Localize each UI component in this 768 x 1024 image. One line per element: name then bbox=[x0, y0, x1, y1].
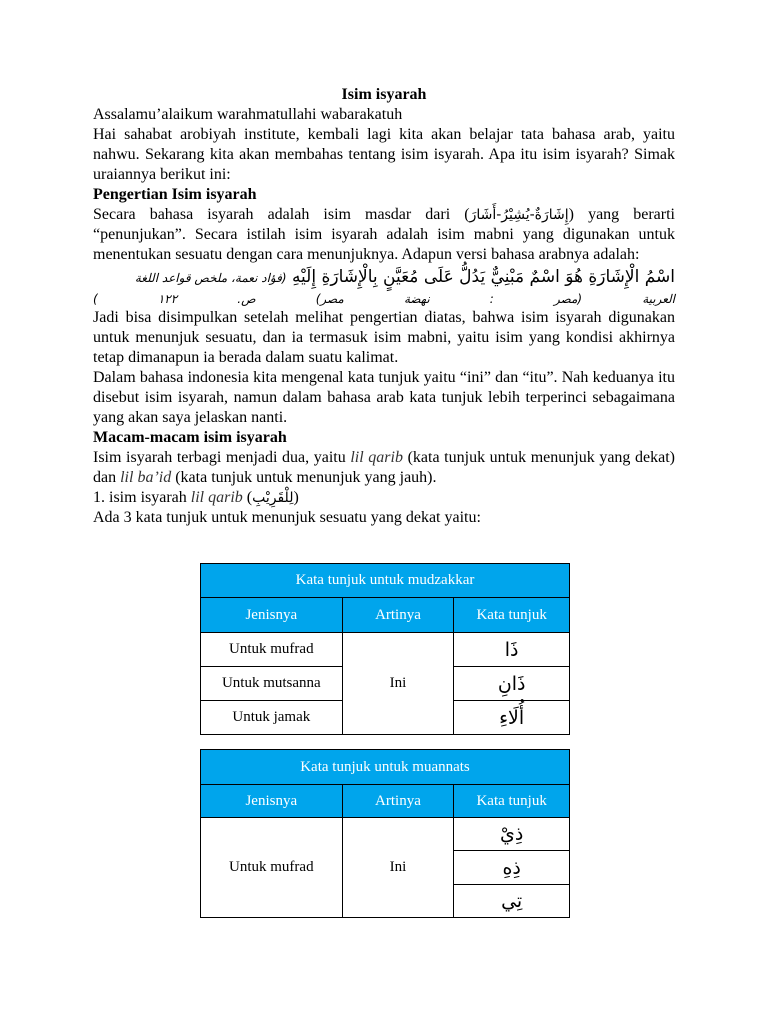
table-cell-kata: ذَانِ bbox=[454, 667, 570, 701]
table-cell-artinya: Ini bbox=[342, 633, 454, 735]
conclusion-paragraph: Jadi bisa disimpulkan setelah melihat pengertian diatas, bahwa isim isyarah digunakan untuk menunjuk sesuatu, dan ia termasuk isim mabni, yaitu isim yang kondisi akhirnya tetap dimanapun ia berada dalam suatu kalimat. bbox=[93, 309, 675, 366]
types-qarib: lil qarib bbox=[350, 449, 403, 466]
table-header-kata-tunjuk: Kata tunjuk bbox=[454, 598, 570, 633]
table-cell-jenis: Untuk mufrad bbox=[201, 633, 343, 667]
types-text-2: (kata tunjuk untuk menunjuk yang dekat) dan bbox=[93, 449, 676, 486]
item1-close: ) bbox=[293, 489, 299, 506]
types-text-3: (kata tunjuk untuk menunjuk yang jauh). bbox=[171, 469, 437, 486]
section-heading-pengertian: Pengertian Isim isyarah bbox=[93, 186, 257, 203]
table-muannats-title: Kata tunjuk untuk muannats bbox=[201, 750, 570, 785]
table-header-artinya: Artinya bbox=[342, 598, 454, 633]
table-header-jenisnya: Jenisnya bbox=[201, 598, 343, 633]
arabic-source-2: العربية (مصر : نهضة مصر) ص. ١٢٢ ) bbox=[93, 292, 676, 306]
definition-text-2: ) yang berarti “penunjukan”. Secara istilah isim isyarah adalah isim mabni yang digunakan untuk menentukan sesuatu dengan cara menunjuknya. Adapun versi bahasa arabnya adalah: bbox=[93, 206, 675, 263]
intro-paragraph: Hai sahabat arobiyah institute, kembali lagi kita akan belajar tata bahasa arab, yaitu nahwu. Sekarang kita akan membahas tentang isim isyarah. Apa itu isim isyarah? Simak uraiannya berikut ini: bbox=[93, 126, 675, 183]
table-header-jenisnya: Jenisnya bbox=[201, 785, 343, 818]
table-cell-jenis: Untuk jamak bbox=[201, 701, 343, 735]
definition-arabic: إِشَارَةٌ-يُشِيْرُ-أَشَارَ bbox=[469, 207, 569, 223]
types-baid: lil ba’id bbox=[120, 469, 172, 486]
table-mudzakkar bbox=[200, 563, 570, 735]
document-body bbox=[93, 85, 675, 528]
table-cell-kata: أُلَاءِ bbox=[454, 701, 570, 735]
types-paragraph bbox=[93, 448, 675, 488]
arabic-source-1: (فؤاد نعمة، ملخص قواعد اللغة bbox=[134, 271, 287, 285]
definition-paragraph bbox=[93, 205, 675, 265]
table-cell-kata: تِي bbox=[454, 885, 570, 918]
table-cell-jenis: Untuk mutsanna bbox=[201, 667, 343, 701]
indonesian-paragraph: Dalam bahasa indonesia kita mengenal kata tunjuk yaitu “ini” dan “itu”. Nah keduanya itu disebut isim isyarah, namun dalam bahasa arab kata tunjuk lebih terperinci sebagaimana yang akan saya jelaskan nanti. bbox=[93, 369, 675, 426]
arabic-quote: اسْمُ الْإِشَارَةِ هُوَ اسْمٌ مَبْنِيٌّ يَدُلُّ عَلَى مُعَيَّنٍ بِالْإِشَارَةِ إِلَيْهِ bbox=[291, 267, 675, 287]
definition-text-1: Secara bahasa isyarah adalah isim masdar dari ( bbox=[93, 206, 470, 223]
greeting: Assalamu’alaikum warahmatullahi wabarakatuh bbox=[93, 106, 403, 123]
item1-italic: lil qarib bbox=[190, 489, 243, 506]
table-cell-artinya: Ini bbox=[342, 818, 454, 918]
ada3-line: Ada 3 kata tunjuk untuk menunjuk sesuatu yang dekat yaitu: bbox=[93, 509, 481, 526]
page-title: Isim isyarah bbox=[341, 86, 427, 103]
table-cell-jenis: Untuk mufrad bbox=[201, 818, 343, 918]
arabic-quote-line bbox=[93, 265, 675, 290]
table-muannats bbox=[200, 749, 570, 918]
table-cell-kata: ذِيْ bbox=[454, 818, 570, 851]
table-cell-kata: ذَا bbox=[454, 633, 570, 667]
table-cell-kata: ذِهِ bbox=[454, 851, 570, 885]
item1-open: ( bbox=[242, 489, 253, 506]
list-item-lil-qarib bbox=[93, 488, 675, 508]
item1-prefix: 1. isim isyarah bbox=[93, 489, 191, 506]
types-text-1: Isim isyarah terbagi menjadi dua, yaitu bbox=[93, 449, 351, 466]
section-heading-macam: Macam-macam isim isyarah bbox=[93, 429, 287, 446]
item1-arabic: لِلْقَرِيْبِ bbox=[252, 490, 294, 506]
table-mudzakkar-title: Kata tunjuk untuk mudzakkar bbox=[201, 564, 570, 598]
table-header-kata-tunjuk: Kata tunjuk bbox=[454, 785, 570, 818]
table-header-artinya: Artinya bbox=[342, 785, 454, 818]
